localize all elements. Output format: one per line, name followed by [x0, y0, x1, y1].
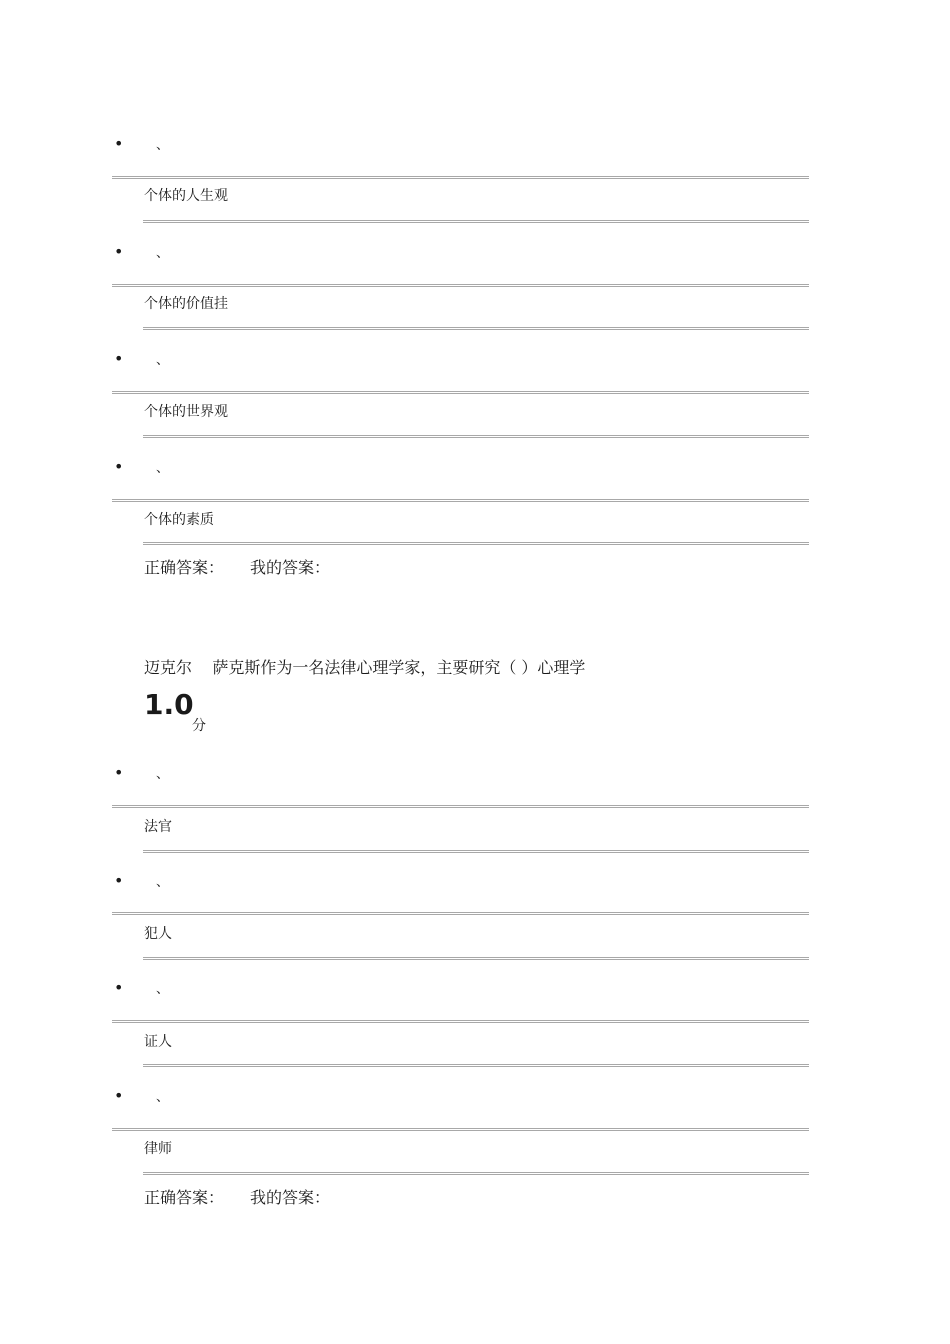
divider	[112, 1128, 809, 1131]
q1-option-2[interactable]: 个体的价值挂	[144, 296, 228, 312]
option-mark: 、	[156, 1090, 170, 1105]
answer-line	[144, 1188, 330, 1208]
option-mark: 、	[156, 767, 170, 782]
bullet-icon: •	[114, 871, 124, 890]
option-mark: 、	[156, 138, 170, 153]
divider	[143, 435, 809, 438]
divider	[112, 176, 809, 179]
option-mark: 、	[156, 246, 170, 261]
question-score: 1.0	[144, 688, 194, 721]
q2-option-4[interactable]: 律师	[144, 1141, 172, 1157]
divider	[143, 957, 809, 960]
q1-option-1[interactable]: 个体的人生观	[144, 188, 228, 204]
answer-line	[144, 558, 330, 578]
question-text: 迈克尔 萨克斯作为一名法律心理学家，主要研究（ ）心理学	[144, 658, 586, 677]
correct-answer-label: 正确答案：	[144, 1188, 225, 1207]
divider	[143, 327, 809, 330]
option-mark: 、	[156, 461, 170, 476]
my-answer-label: 我的答案：	[250, 558, 331, 577]
divider	[143, 1064, 809, 1067]
divider	[143, 1172, 809, 1175]
q1-option-3[interactable]: 个体的世界观	[144, 404, 228, 420]
divider	[112, 1020, 809, 1023]
bullet-icon: •	[114, 763, 124, 782]
score-unit: 分	[192, 718, 206, 734]
divider	[143, 220, 809, 223]
q2-option-3[interactable]: 证人	[144, 1034, 172, 1050]
my-answer-label: 我的答案：	[250, 1188, 331, 1207]
divider	[143, 542, 809, 545]
q2-option-1[interactable]: 法官	[144, 819, 172, 835]
divider	[143, 850, 809, 853]
option-mark: 、	[156, 353, 170, 368]
bullet-icon: •	[114, 134, 124, 153]
bullet-icon: •	[114, 1086, 124, 1105]
correct-answer-label: 正确答案：	[144, 558, 225, 577]
bullet-icon: •	[114, 457, 124, 476]
q1-option-4[interactable]: 个体的素质	[144, 512, 214, 528]
divider	[112, 805, 809, 808]
option-mark: 、	[156, 875, 170, 890]
q2-option-2[interactable]: 犯人	[144, 926, 172, 942]
divider	[112, 499, 809, 502]
bullet-icon: •	[114, 349, 124, 368]
bullet-icon: •	[114, 978, 124, 997]
option-mark: 、	[156, 982, 170, 997]
divider	[112, 391, 809, 394]
divider	[112, 284, 809, 287]
divider	[112, 912, 809, 915]
bullet-icon: •	[114, 242, 124, 261]
